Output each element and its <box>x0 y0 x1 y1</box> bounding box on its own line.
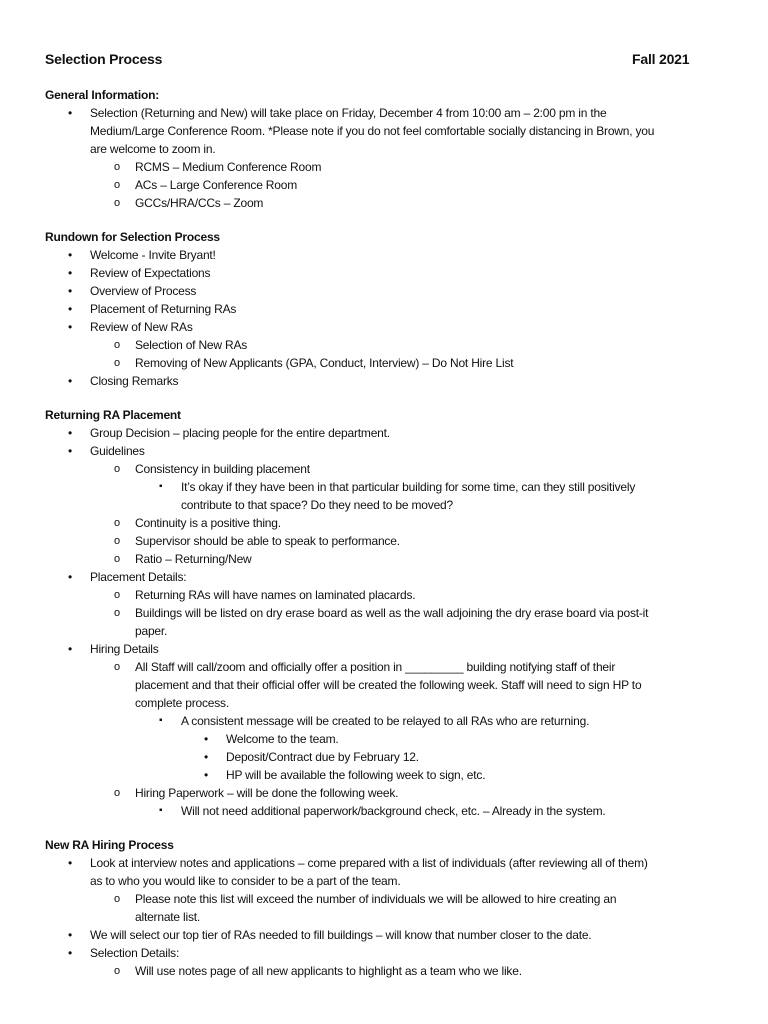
message-sub-item: • Deposit/Contract due by February 12. <box>226 748 419 766</box>
ratio-item: o Ratio – Returning/New <box>135 550 252 568</box>
staff-item-line1: o All Staff will call/zoom and officially offer a position in _________ building notifying staff of their <box>135 658 615 676</box>
rundown-item: • Review of Expectations <box>90 264 210 282</box>
rundown-item: • Review of New RAs <box>90 318 193 336</box>
document-title: Selection Process <box>45 51 163 67</box>
okay-item-line1: ▪ It’s okay if they have been in that particular building for some time, can they still positively <box>181 478 635 496</box>
paperwork-item: o Hiring Paperwork – will be done the following week. <box>135 784 398 802</box>
rundown-sub-item: o Removing of New Applicants (GPA, Conduct, Interview) – Do Not Hire List <box>135 354 513 372</box>
rundown-item: • Placement of Returning RAs <box>90 300 236 318</box>
rundown-heading: Rundown for Selection Process <box>45 230 220 244</box>
look-item-line2: as to who you would like to consider to be a part of the team. <box>90 874 401 888</box>
selection-text-line3: are welcome to zoom in. <box>90 142 216 156</box>
staff-item-line3: complete process. <box>135 696 229 710</box>
rundown-closing: • Closing Remarks <box>90 372 178 390</box>
general-heading: General Information: <box>45 88 160 102</box>
exceed-item-line1: o Please note this list will exceed the number of individuals we will be allowed to hire creating an <box>135 890 616 908</box>
selection-text-line1: • Selection (Returning and New) will take place on Friday, December 4 from 10:00 am – 2:00 pm in the <box>90 104 606 122</box>
placards-item: o Returning RAs will have names on laminated placards. <box>135 586 415 604</box>
message-sub-item: • Welcome to the team. <box>226 730 339 748</box>
room-item: o RCMS – Medium Conference Room <box>135 158 321 176</box>
term-label: Fall 2021 <box>632 51 690 67</box>
room-item: o ACs – Large Conference Room <box>135 176 297 194</box>
hiring-details-item: • Hiring Details <box>90 640 159 658</box>
exceed-item-line2: alternate list. <box>135 910 201 924</box>
rundown-item: • Welcome - Invite Bryant! <box>90 246 216 264</box>
guidelines-item: • Guidelines <box>90 442 145 460</box>
selection-text-line2: Medium/Large Conference Room. *Please note if you do not feel comfortable socially distancing in Brown, you <box>90 124 655 138</box>
consistency-item: o Consistency in building placement <box>135 460 310 478</box>
selection-details-item: • Selection Details: <box>90 944 179 962</box>
okay-item-line2: contribute to that space? Do they need to be moved? <box>181 498 453 512</box>
buildings-item-line1: o Buildings will be listed on dry erase board as well as the wall adjoining the dry erase board via post-it <box>135 604 648 622</box>
rundown-item: • Overview of Process <box>90 282 196 300</box>
placement-details-item: • Placement Details: <box>90 568 186 586</box>
notes-page-item: o Will use notes page of all new applicants to highlight as a team who we like. <box>135 962 522 980</box>
top-tier-item: • We will select our top tier of RAs needed to fill buildings – will know that number closer to the date. <box>90 926 591 944</box>
rundown-sub-item: o Selection of New RAs <box>135 336 247 354</box>
staff-item-line2: placement and that their official offer will be created the following week. Staff will need to sign HP to <box>135 678 642 692</box>
new-hiring-heading: New RA Hiring Process <box>45 838 174 852</box>
returning-heading: Returning RA Placement <box>45 408 181 422</box>
buildings-item-line2: paper. <box>135 624 168 638</box>
message-item: ▪ A consistent message will be created to be relayed to all RAs who are returning. <box>181 712 589 730</box>
message-sub-item: • HP will be available the following week to sign, etc. <box>226 766 485 784</box>
group-decision-item: • Group Decision – placing people for the entire department. <box>90 424 390 442</box>
no-paperwork-item: ▪ Will not need additional paperwork/background check, etc. – Already in the system. <box>181 802 606 820</box>
room-item: o GCCs/HRA/CCs – Zoom <box>135 194 263 212</box>
look-item-line1: • Look at interview notes and applications – come prepared with a list of individuals (after reviewing all of them) <box>90 854 648 872</box>
continuity-item: o Continuity is a positive thing. <box>135 514 281 532</box>
supervisor-item: o Supervisor should be able to speak to performance. <box>135 532 400 550</box>
